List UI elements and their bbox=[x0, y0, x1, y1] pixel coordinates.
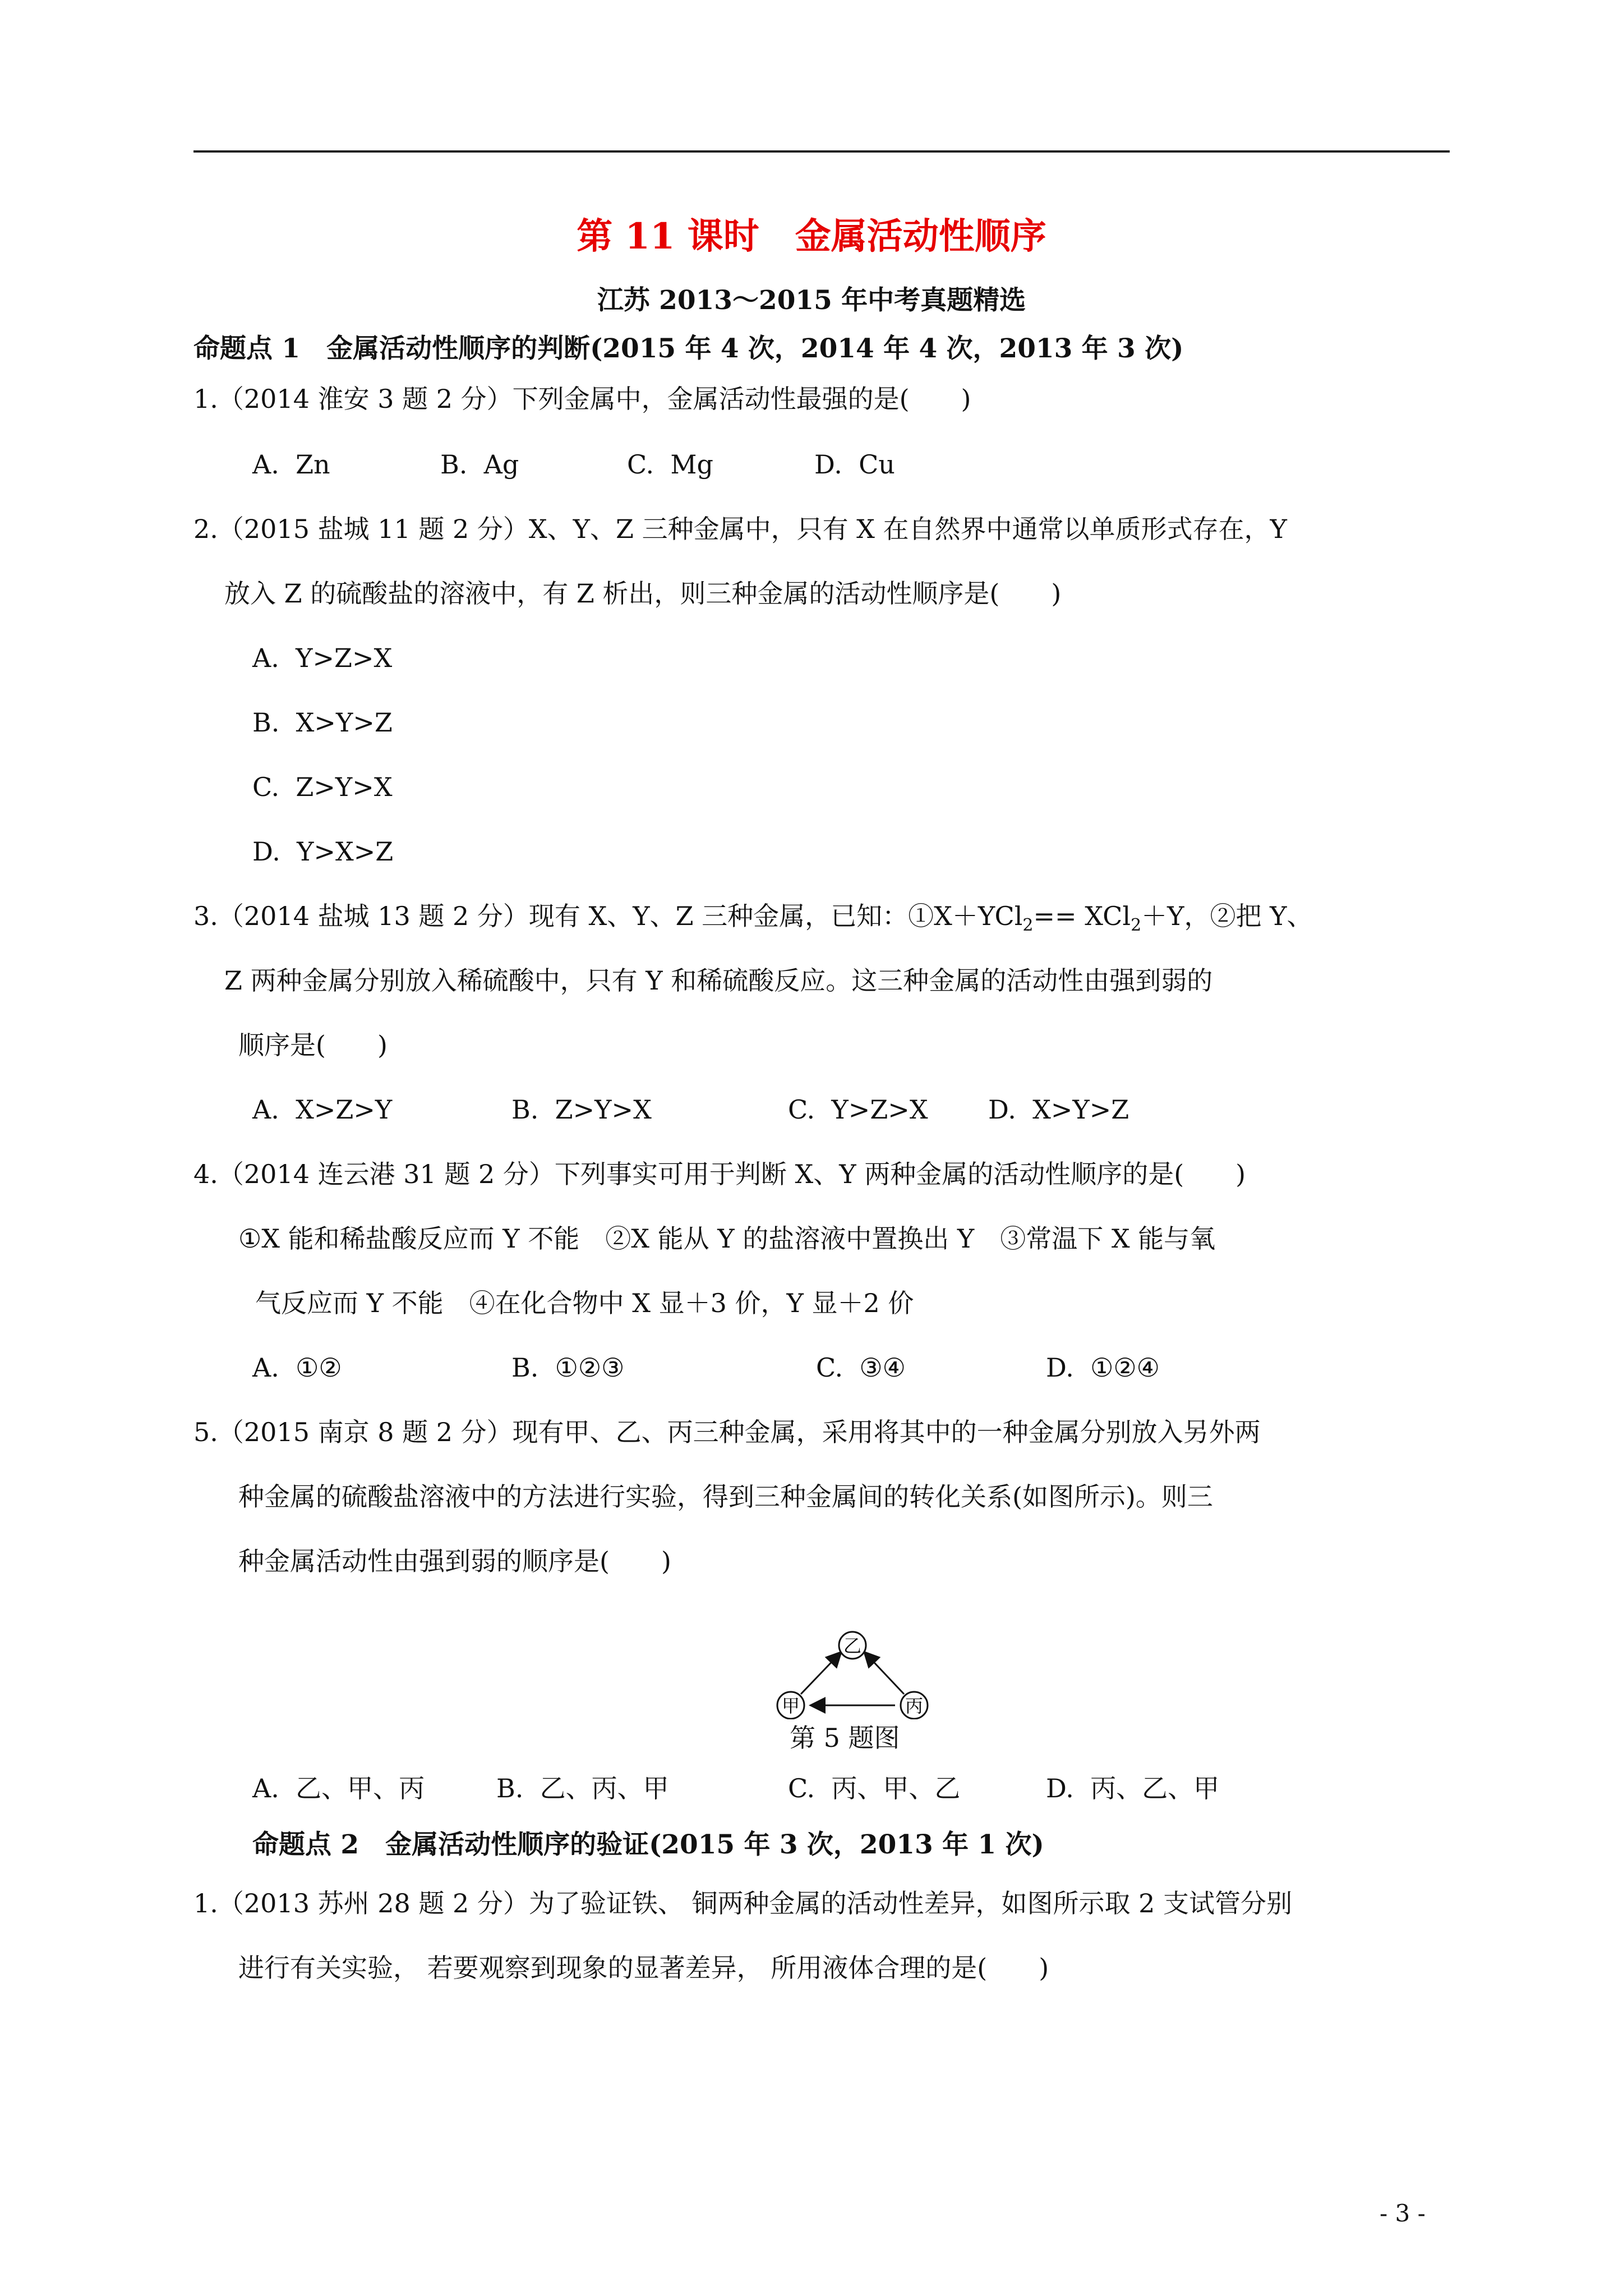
s1-q4-stem-line1: 4.（2014 连云港 31 题 2 分）下列事实可用于判断 X、Y 两种金属的活动性顺序的是( ) bbox=[193, 1159, 1246, 1189]
s1-q5-stem-line2: 种金属的硫酸盐溶液中的方法进行实验，得到三种金属间的转化关系(如图所示)。则三 bbox=[238, 1481, 1213, 1512]
s1-q1-option-c: C. Mg bbox=[627, 449, 713, 480]
s1-q3-option-a: A. X>Z>Y bbox=[252, 1094, 393, 1125]
s1-q1-option-a: A. Zn bbox=[252, 449, 330, 480]
s1-q2-stem-line1: 2.（2015 盐城 11 题 2 分）X、Y、Z 三种金属中，只有 X 在自然界中通常以单质形式存在，Y bbox=[193, 514, 1287, 544]
s1-q3-option-d: D. X>Y>Z bbox=[988, 1094, 1129, 1125]
page-title: 第 11 课时 金属活动性顺序 bbox=[577, 215, 1046, 257]
s1-q1-option-d: D. Cu bbox=[814, 449, 895, 480]
s1-q5-option-d: D. 丙、乙、甲 bbox=[1046, 1773, 1220, 1803]
metal-conversion-diagram bbox=[763, 1630, 942, 1719]
header-rule bbox=[193, 150, 1450, 153]
section2-heading: 命题点 2 金属活动性顺序的验证(2015 年 3 次，2013 年 1 次) bbox=[252, 1829, 1044, 1860]
figure-caption: 第 5 题图 bbox=[790, 1723, 900, 1753]
s1-q5-stem-line1: 5.（2015 南京 8 题 2 分）现有甲、乙、丙三种金属，采用将其中的一种金属分别放入另外两 bbox=[193, 1417, 1261, 1447]
s1-q3-option-c: C. Y>Z>X bbox=[788, 1094, 928, 1125]
s1-q2-option-a: A. Y>Z>X bbox=[252, 643, 393, 673]
s1-q2-option-c: C. Z>Y>X bbox=[252, 772, 393, 802]
node-bing-label: 丙 bbox=[905, 1695, 924, 1717]
s1-q1-stem: 1.（2014 淮安 3 题 2 分）下列金属中，金属活动性最强的是( ) bbox=[193, 384, 971, 414]
s1-q3-option-b: B. Z>Y>X bbox=[511, 1094, 652, 1125]
page-number: - 3 - bbox=[1380, 2200, 1426, 2227]
s1-q2-stem-line2: 放入 Z 的硫酸盐的溶液中，有 Z 析出，则三种金属的活动性顺序是( ) bbox=[224, 578, 1062, 609]
arrow-bing-to-yi bbox=[865, 1653, 904, 1694]
s1-q5-option-b: B. 乙、丙、甲 bbox=[496, 1773, 669, 1803]
page-subtitle: 江苏 2013～2015 年中考真题精选 bbox=[597, 285, 1026, 316]
s1-q4-stem-line2: ①X 能和稀盐酸反应而 Y 不能 ②X 能从 Y 的盐溶液中置换出 Y ③常温下 X 能与氧 bbox=[238, 1223, 1216, 1254]
node-jia-label: 甲 bbox=[781, 1695, 800, 1717]
s1-q2-option-b: B. X>Y>Z bbox=[252, 707, 393, 738]
node-yi-label: 乙 bbox=[843, 1635, 862, 1657]
s1-q5-option-c: C. 丙、甲、乙 bbox=[788, 1773, 961, 1803]
s1-q4-option-a: A. ①② bbox=[252, 1352, 342, 1383]
arrow-jia-to-yi bbox=[801, 1653, 840, 1694]
s1-q4-option-d: D. ①②④ bbox=[1046, 1352, 1160, 1383]
section1-heading: 命题点 1 金属活动性顺序的判断(2015 年 4 次，2014 年 4 次，2013 年 3 次) bbox=[193, 333, 1184, 364]
s1-q5-stem-line3: 种金属活动性由强到弱的顺序是( ) bbox=[238, 1546, 671, 1576]
s1-q3-stem-line2: Z 两种金属分别放入稀硫酸中，只有 Y 和稀硫酸反应。这三种金属的活动性由强到弱的 bbox=[224, 965, 1213, 996]
s1-q2-option-d: D. Y>X>Z bbox=[252, 836, 394, 867]
s1-q4-stem-line3: 气反应而 Y 不能 ④在化合物中 X 显＋3 价，Y 显＋2 价 bbox=[255, 1288, 914, 1318]
s1-q3-stem-line3: 顺序是( ) bbox=[238, 1030, 388, 1060]
s2-q1-stem-line2: 进行有关实验， 若要观察到现象的显著差异， 所用液体合理的是( ) bbox=[238, 1953, 1049, 1983]
s1-q5-option-a: A. 乙、甲、丙 bbox=[252, 1773, 425, 1803]
s2-q1-stem-line1: 1.（2013 苏州 28 题 2 分）为了验证铁、 铜两种金属的活动性差异，如图所示取 2 支试管分别 bbox=[193, 1888, 1292, 1918]
s1-q4-option-b: B. ①②③ bbox=[511, 1352, 625, 1383]
s1-q4-option-c: C. ③④ bbox=[816, 1352, 906, 1383]
s1-q3-stem-line1: 3.（2014 盐城 13 题 2 分）现有 X、Y、Z 三种金属，已知：①X＋YCl$_2$== XCl$_2$＋Y，②把 Y、 bbox=[193, 901, 1313, 935]
s1-q1-option-b: B. Ag bbox=[440, 449, 519, 480]
